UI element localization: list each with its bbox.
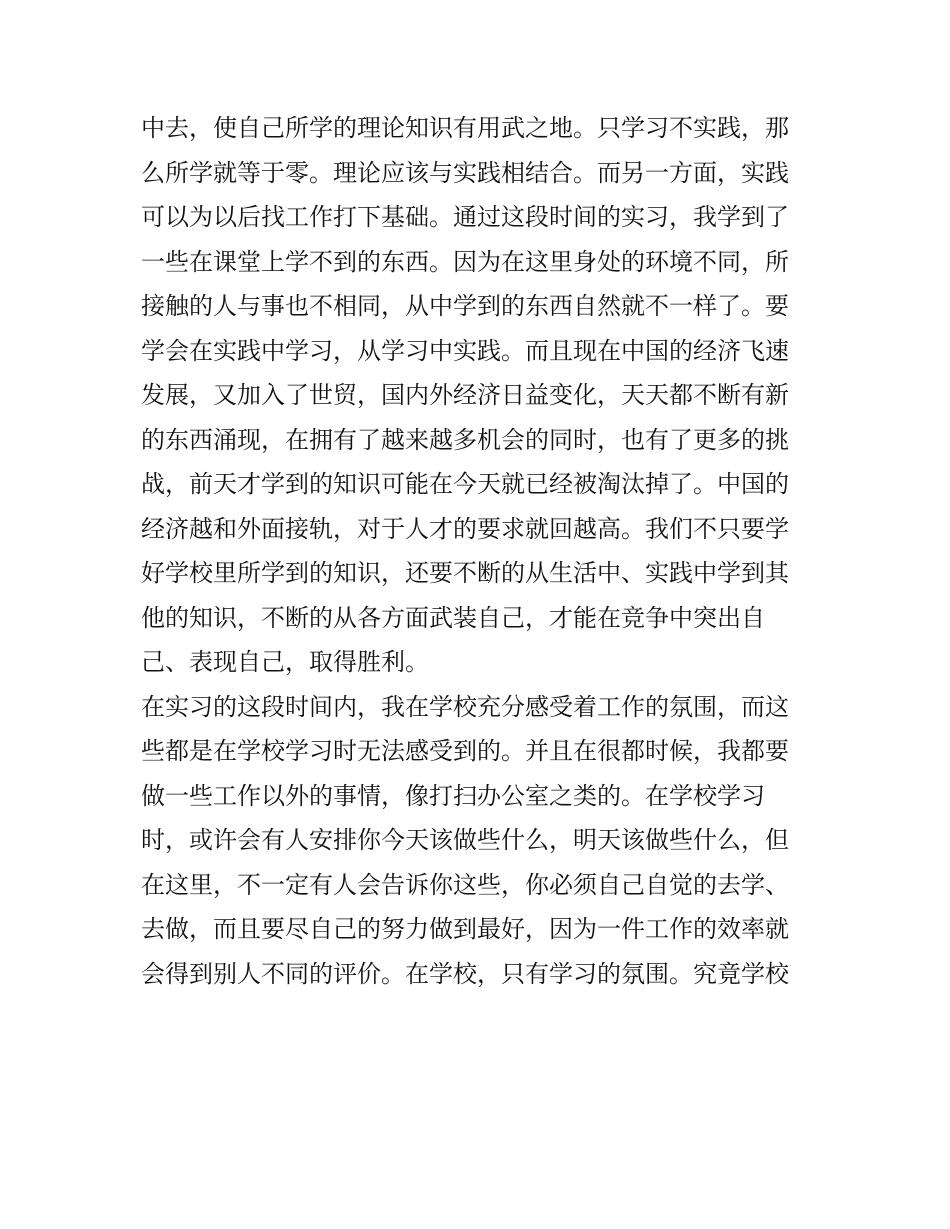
text-line: 在这里，不一定有人会告诉你这些，你必须自己自觉的去学、 — [141, 870, 789, 899]
text-line: 么所学就等于零。理论应该与实践相结合。而另一方面，实践 — [141, 158, 789, 187]
text-line: 可以为以后找工作打下基础。通过这段时间的实习，我学到了 — [141, 203, 789, 231]
text-line: 经济越和外面接轨，对于人才的要求就回越高。我们不只要学 — [141, 514, 789, 543]
body-text — [141, 106, 821, 996]
text-line: 在实习的这段时间内，我在学校充分感受着工作的氛围，而这 — [141, 692, 789, 721]
text-line: 学会在实践中学习，从学习中实践。而且现在中国的经济飞速 — [141, 336, 789, 365]
text-line: 一些在课堂上学不到的东西。因为在这里身处的环境不同，所 — [141, 247, 789, 276]
text-line: 去做，而且要尽自己的努力做到最好，因为一件工作的效率就 — [141, 915, 789, 943]
text-line: 发展，又加入了世贸，国内外经济日益变化，天天都不断有新 — [141, 381, 789, 409]
text-line: 战，前天才学到的知识可能在今天就已经被淘汰掉了。中国的 — [141, 470, 789, 498]
text-line: 做一些工作以外的事情，像打扫办公室之类的。在学校学习 — [141, 781, 765, 810]
text-line: 会得到别人不同的评价。在学校，只有学习的氛围。究竟学校 — [141, 959, 789, 988]
text-line: 他的知识，不断的从各方面武装自己，才能在竞争中突出自 — [141, 603, 765, 632]
text-line: 时，或许会有人安排你今天该做些什么，明天该做些什么，但 — [141, 826, 789, 854]
text-line: 些都是在学校学习时无法感受到的。并且在很都时候，我都要 — [141, 737, 789, 765]
text-line: 好学校里所学到的知识，还要不断的从生活中、实践中学到其 — [141, 559, 789, 587]
text-line: 接触的人与事也不相同，从中学到的东西自然就不一样了。要 — [141, 292, 789, 320]
text-line: 己、表现自己，取得胜利。 — [141, 648, 429, 676]
text-line: 的东西涌现，在拥有了越来越多机会的同时，也有了更多的挑 — [141, 425, 789, 454]
text-line: 中去，使自己所学的理论知识有用武之地。只学习不实践，那 — [141, 114, 789, 142]
